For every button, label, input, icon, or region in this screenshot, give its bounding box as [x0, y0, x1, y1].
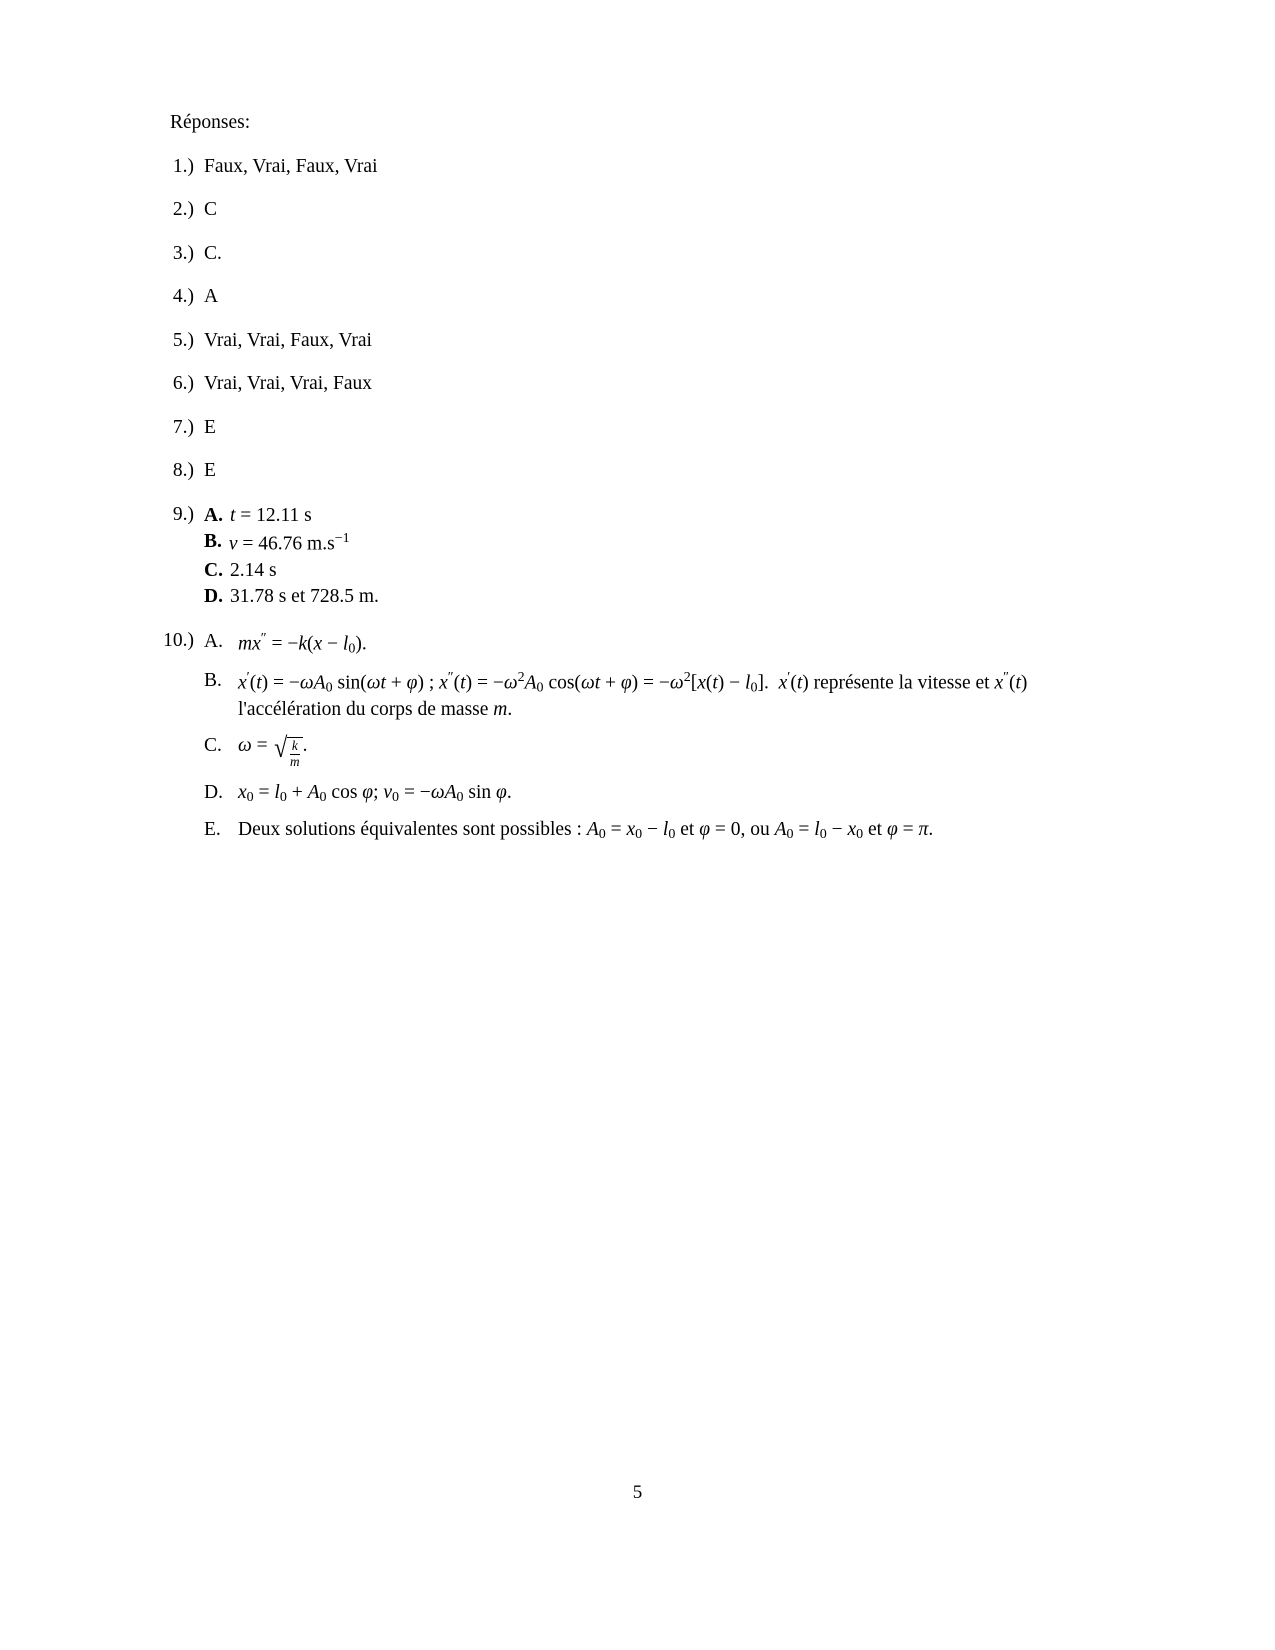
answer-item-10: [148, 629, 1128, 855]
subpart-9a: [204, 503, 1128, 528]
answer-text: E: [204, 460, 216, 482]
subpart-formula: $mx'' = -k(x - l_0)$.: [238, 629, 367, 657]
answer-item-2: [148, 198, 1128, 223]
subpart-9d: [204, 584, 1128, 609]
page-number: 5: [632, 1482, 643, 1503]
subpart-formula: ω = √ $\frac{k}{m}$ .: [238, 733, 308, 770]
section-heading: Réponses:: [170, 112, 251, 133]
subpart-text: 2.14 s: [229, 559, 277, 581]
answer-item-4: [148, 285, 1128, 310]
answer-item-5: [148, 329, 1128, 354]
subpart-9c: [204, 558, 1128, 583]
subpart-label: A.: [204, 630, 223, 652]
answers-section: [148, 112, 1128, 873]
subpart-label: B.: [204, 670, 222, 692]
answer-number: 9.): [172, 503, 194, 525]
answer-number: 1.): [172, 156, 194, 177]
answer-text: Faux, Vrai, Faux, Vrai: [204, 156, 378, 177]
answer-text: E: [204, 416, 216, 438]
answer-item-7: [148, 416, 1128, 441]
answer-number: 6.): [172, 373, 194, 395]
answer-number: 5.): [172, 329, 194, 351]
subpart-label: E.: [204, 819, 221, 841]
subpart-formula: Deux solutions équivalentes sont possibles : $A_0 = x_0 - l_0$ et φ = 0, ou $A_0 = l_0 - x_0$ et φ = π.: [238, 819, 934, 843]
answer-text: A: [204, 286, 219, 308]
subpart-label: C.: [204, 559, 223, 581]
answer-number: 3.): [172, 242, 194, 264]
answer-text: Vrai, Vrai, Vrai, Faux: [204, 373, 372, 395]
answer-text: C: [204, 199, 218, 221]
answer-item-8: [148, 459, 1128, 484]
subpart-10a: [204, 629, 1128, 658]
subpart-10e: [204, 817, 1128, 843]
subpart-formula: $x_0 = l_0 + A_0$ cos φ; $v_0 = -\omega A_0$ sin φ.: [238, 782, 512, 806]
subpart-label: A.: [204, 504, 223, 526]
subpart-label: D.: [204, 782, 223, 804]
answer-subparts: [204, 629, 1128, 855]
answer-number: 4.): [172, 286, 194, 308]
answer-item-3: [148, 242, 1128, 267]
answer-number: 10.): [163, 629, 194, 651]
answer-number: 2.): [172, 199, 194, 221]
subpart-10b: [204, 668, 1128, 722]
subpart-label: C.: [204, 735, 222, 757]
subpart-text: 31.78 s et 728.5 m.: [229, 585, 379, 607]
subpart-label: B.: [204, 530, 222, 552]
answer-subparts: [204, 503, 1128, 611]
subpart-label: D.: [204, 585, 223, 607]
answer-number: 8.): [172, 460, 194, 482]
answer-item-6: [148, 372, 1128, 397]
answer-item-9: [148, 503, 1128, 611]
subpart-formula: $x'(t) = -\omega A_0$ sin(ωt + φ) ; $x''(t) = -\omega^2A_0$ $\cos(\omega t + \varphi) = -\omega^2[x(t) - l_0]$. x′(t) représente la vitesse et x″(t) l'accélération du corps de masse m.: [238, 669, 1028, 721]
subpart-9b: [204, 529, 1128, 557]
answer-item-1: [148, 155, 1128, 180]
subpart-text: v = 46.76 $m.s^{-1}$: [228, 529, 350, 555]
answer-number: 7.): [172, 416, 194, 438]
answer-text: Vrai, Vrai, Faux, Vrai: [204, 329, 372, 351]
subpart-10d: [204, 780, 1128, 806]
answer-text: C.: [204, 242, 222, 264]
square-root-icon: √ $\frac{k}{m}$: [273, 735, 303, 769]
subpart-text: t = 12.11 s: [229, 504, 312, 526]
subpart-10c: [204, 733, 1128, 769]
